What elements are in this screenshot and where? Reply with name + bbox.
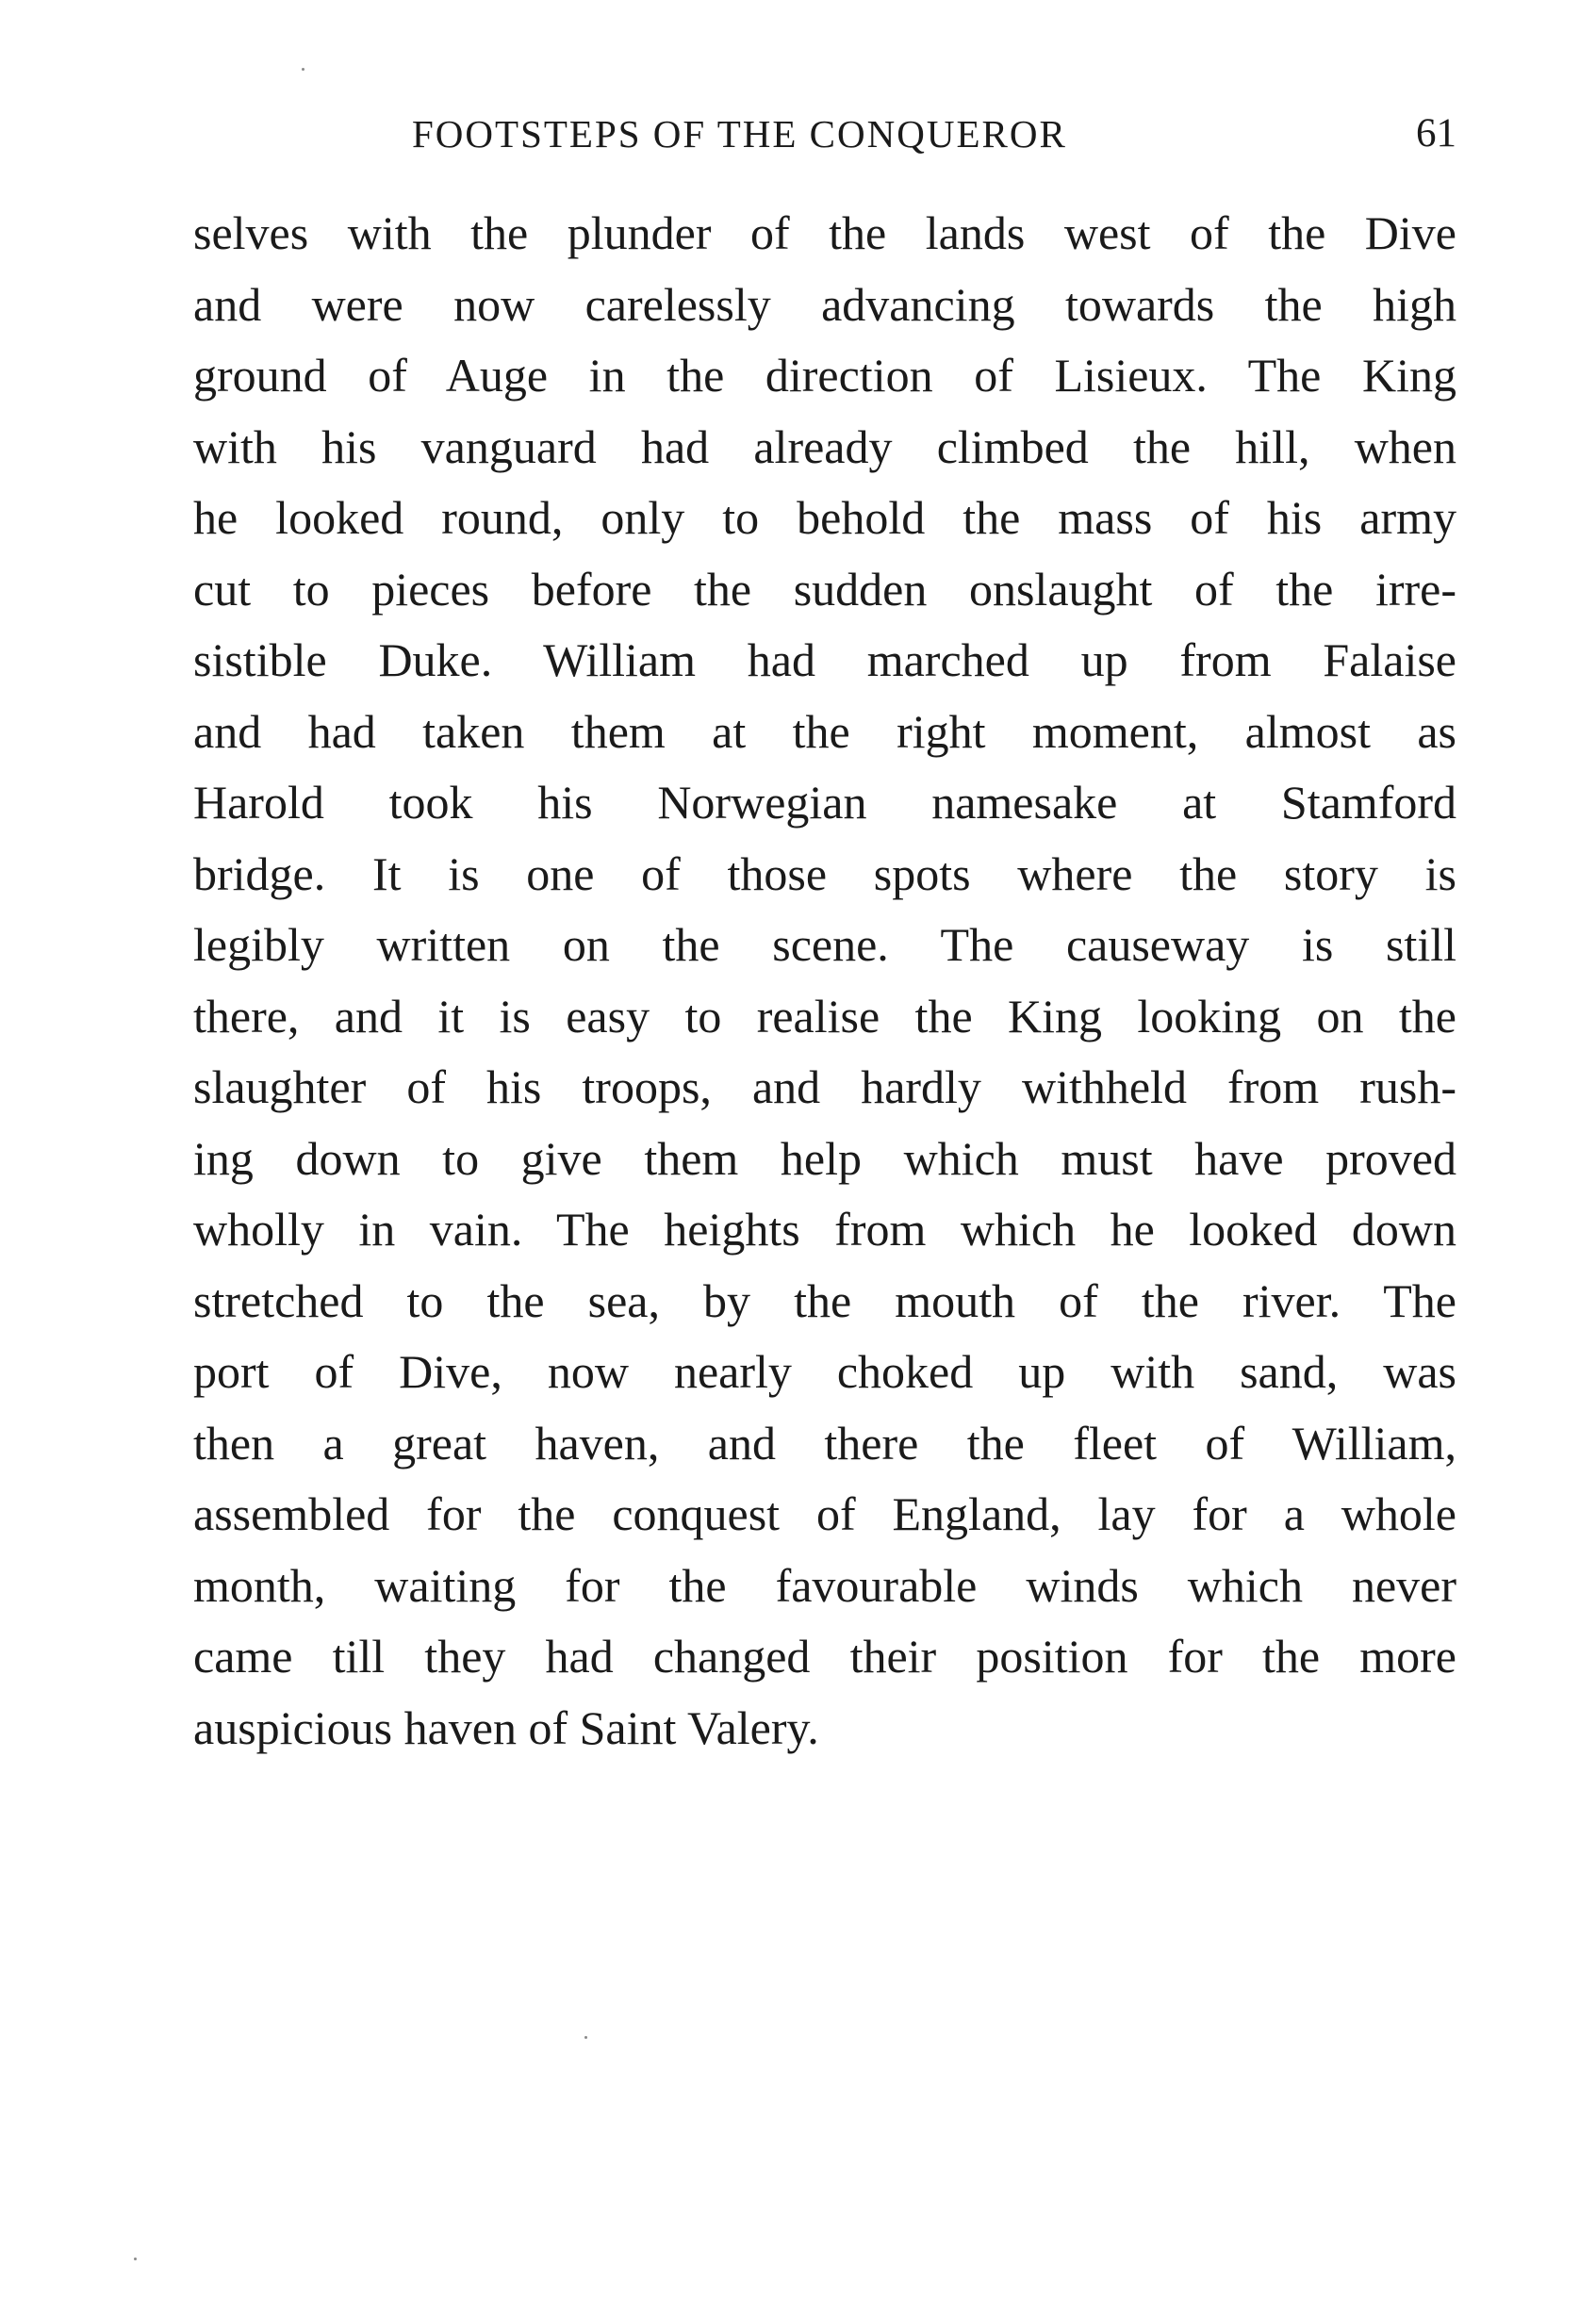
text-line: assembled for the conquest of England, lay for a whole <box>193 1487 1456 1540</box>
paper-speck <box>584 2036 587 2039</box>
text-line: month, waiting for the favourable winds which never <box>193 1558 1456 1612</box>
text-line: and had taken them at the right moment, almost as <box>193 704 1456 758</box>
text-line: selves with the plunder of the lands west of the Dive <box>193 206 1456 259</box>
text-line: then a great haven, and there the fleet of William, <box>193 1416 1456 1470</box>
text-line: sistible Duke. William had marched up from Falaise <box>193 633 1456 686</box>
paper-speck <box>302 68 304 71</box>
body-text <box>193 198 1456 1764</box>
text-line: slaughter of his troops, and hardly withheld from rush- <box>193 1060 1456 1113</box>
text-line: port of Dive, now nearly choked up with sand, was <box>193 1345 1456 1398</box>
running-head <box>193 106 1456 162</box>
text-line: came till they had changed their position for the more <box>193 1630 1456 1683</box>
text-line: and were now carelessly advancing towards the high <box>193 277 1456 331</box>
text-line: wholly in vain. The heights from which he looked down <box>193 1203 1456 1256</box>
text-line: stretched to the sea, by the mouth of the river. The <box>193 1273 1456 1327</box>
text-line: he looked round, only to behold the mass of his army <box>193 491 1456 544</box>
text-line: Harold took his Norwegian namesake at Stamford <box>193 776 1456 829</box>
paper-speck <box>134 2258 137 2260</box>
text-line: ground of Auge in the direction of Lisieux. The King <box>193 349 1456 402</box>
text-line: with his vanguard had already climbed the hill, when <box>193 419 1456 473</box>
running-title: FOOTSTEPS OF THE CONQUEROR <box>412 112 1067 156</box>
text-line: cut to pieces before the sudden onslaught of the irre- <box>193 562 1456 616</box>
text-line: there, and it is easy to realise the King looking on the <box>193 989 1456 1043</box>
text-line: auspicious haven of Saint Valery. <box>193 1700 819 1754</box>
text-line: bridge. It is one of those spots where the story is <box>193 846 1456 900</box>
text-line: legibly written on the scene. The causeway is still <box>193 918 1456 971</box>
text-line: ing down to give them help which must have proved <box>193 1131 1456 1185</box>
page-number: 61 <box>1416 111 1456 156</box>
